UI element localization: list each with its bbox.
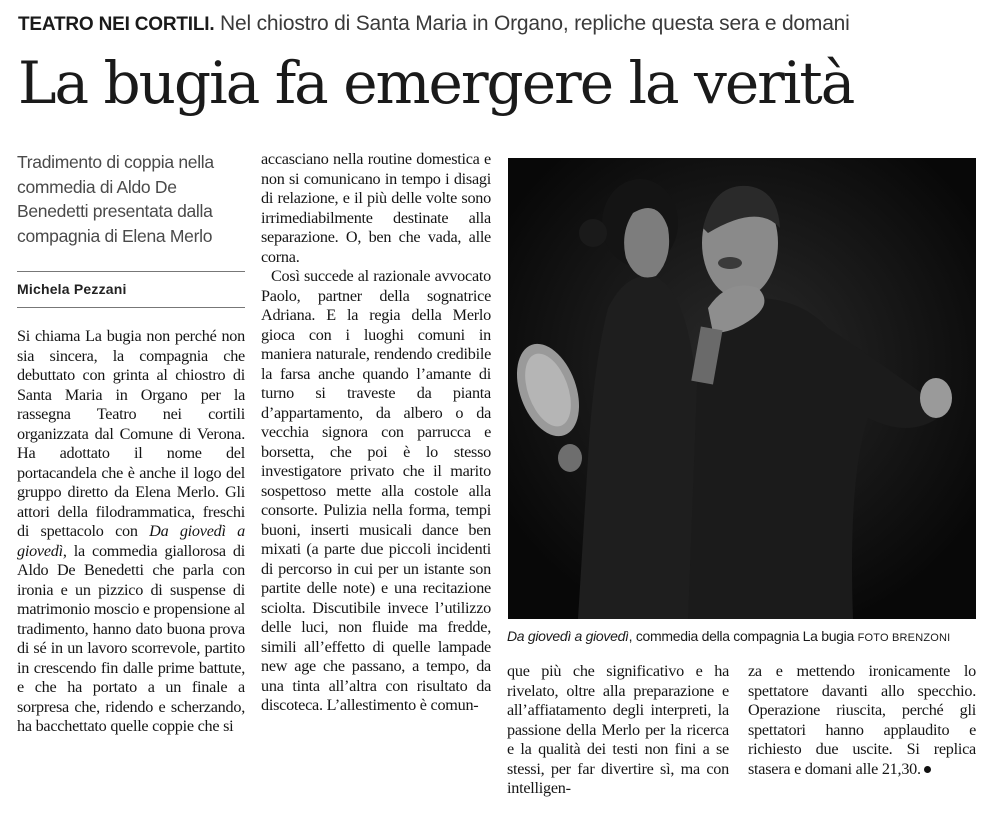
byline: Michela Pezzani — [17, 281, 127, 297]
photo-credit: FOTO BRENZONI — [857, 632, 951, 644]
caption-title: Da giovedì a giovedì — [507, 628, 629, 644]
col3-paragraph: que più che significativo e ha rivelato, oltre alla preparazione e all’affiatamento degli interpreti, la passione della Merlo per la ricerca e la qualità dei testi non fini a se stessi, per far divertire sì, ma con intelligen- — [507, 662, 729, 797]
photo-actors-image — [508, 158, 976, 619]
end-mark — [924, 766, 931, 773]
kicker — [18, 12, 988, 36]
divider-bottom — [17, 307, 245, 308]
article-column-2 — [261, 150, 491, 716]
col2-paragraph-1: accasciano nella routine domestica e non si comunicano in tempo i disagi di relazione, e il più delle volte sono irrimediabilmente destinate alla separazione. O, ben che vada, alle corna. — [261, 150, 491, 266]
stage-photo — [508, 158, 976, 619]
article-column-1 — [17, 327, 245, 737]
col1-text-b: , la commedia giallorosa di Aldo De Benedetti che parla con ironia e un pizzico di suspense di matrimonio moscio e propensione al tradimento, hanno dato buona prova di sé in un lavoro scorrevole, partito in crescendo fin dalle prime battute, e che ha portato a un finale a sorpresa che, ridendo e scherzando, ha bacchettato quelle coppie che si — [17, 541, 245, 735]
caption-text: , commedia della compagnia La bugia — [628, 628, 854, 644]
col1-text-a: Si chiama La bugia non perché non sia sincera, la compagnia che debuttato con grinta al chiostro di Santa Maria in Organo per la rassegna Teatro nei cortili organizzata dal Comune di Verona. Ha adottato il nome del portacandela che è anche il logo del gruppo diretto da Elena Merlo. Gli attori della filodrammatica, freschi di spettacolo con — [17, 327, 245, 540]
col4-paragraph: za e mettendo ironicamente lo spettatore davanti allo specchio. Operazione riuscita, perché gli spettatori hanno applaudito e richiesto due uscite. Si replica stasera e domani alle 21,30. — [748, 662, 976, 778]
kicker-tag: TEATRO NEI CORTILI. — [18, 14, 215, 35]
article-column-4 — [748, 662, 976, 779]
summary: Tradimento di coppia nella commedia di Aldo De Benedetti presentata dalla compagnia di Elena Merlo — [17, 152, 214, 246]
play-title: Da giovedì a giovedì — [17, 522, 245, 560]
article-column-3 — [507, 662, 729, 799]
kicker-text: Nel chiostro di Santa Maria in Organo, repliche questa sera e domani — [220, 12, 850, 35]
headline: La bugia fa emergere la verità — [18, 49, 854, 117]
col2-paragraph-2: Così succede al razionale avvocato Paolo, partner della sognatrice Adriana. E la regia della Merlo gioca con i luoghi comuni in maniera naturale, rendendo credibile la farsa anche quando l’amante di turno si traveste da pianta d’appartamento, da albero o da vecchia signora con parrucca e borsetta, che poi è lo stesso investigatore privato che il marito sospettoso mette alla costole alla consorte. Pulizia nella forma, tempi buoni, inserti musicali dance ben mixati (a parte due piccoli incidenti di percorso in cui per un istante son partite delle note) e una recitazione sciolta. Discutibile invece l’utilizzo delle luci, non fluide ma fredde, simili all’effetto di quelle lampade new age che passano, a tempo, da una tinta all’altra con risultato da discoteca. L’allestimento è comun- — [261, 267, 491, 714]
photo-caption — [507, 628, 982, 644]
divider-top — [17, 271, 245, 272]
